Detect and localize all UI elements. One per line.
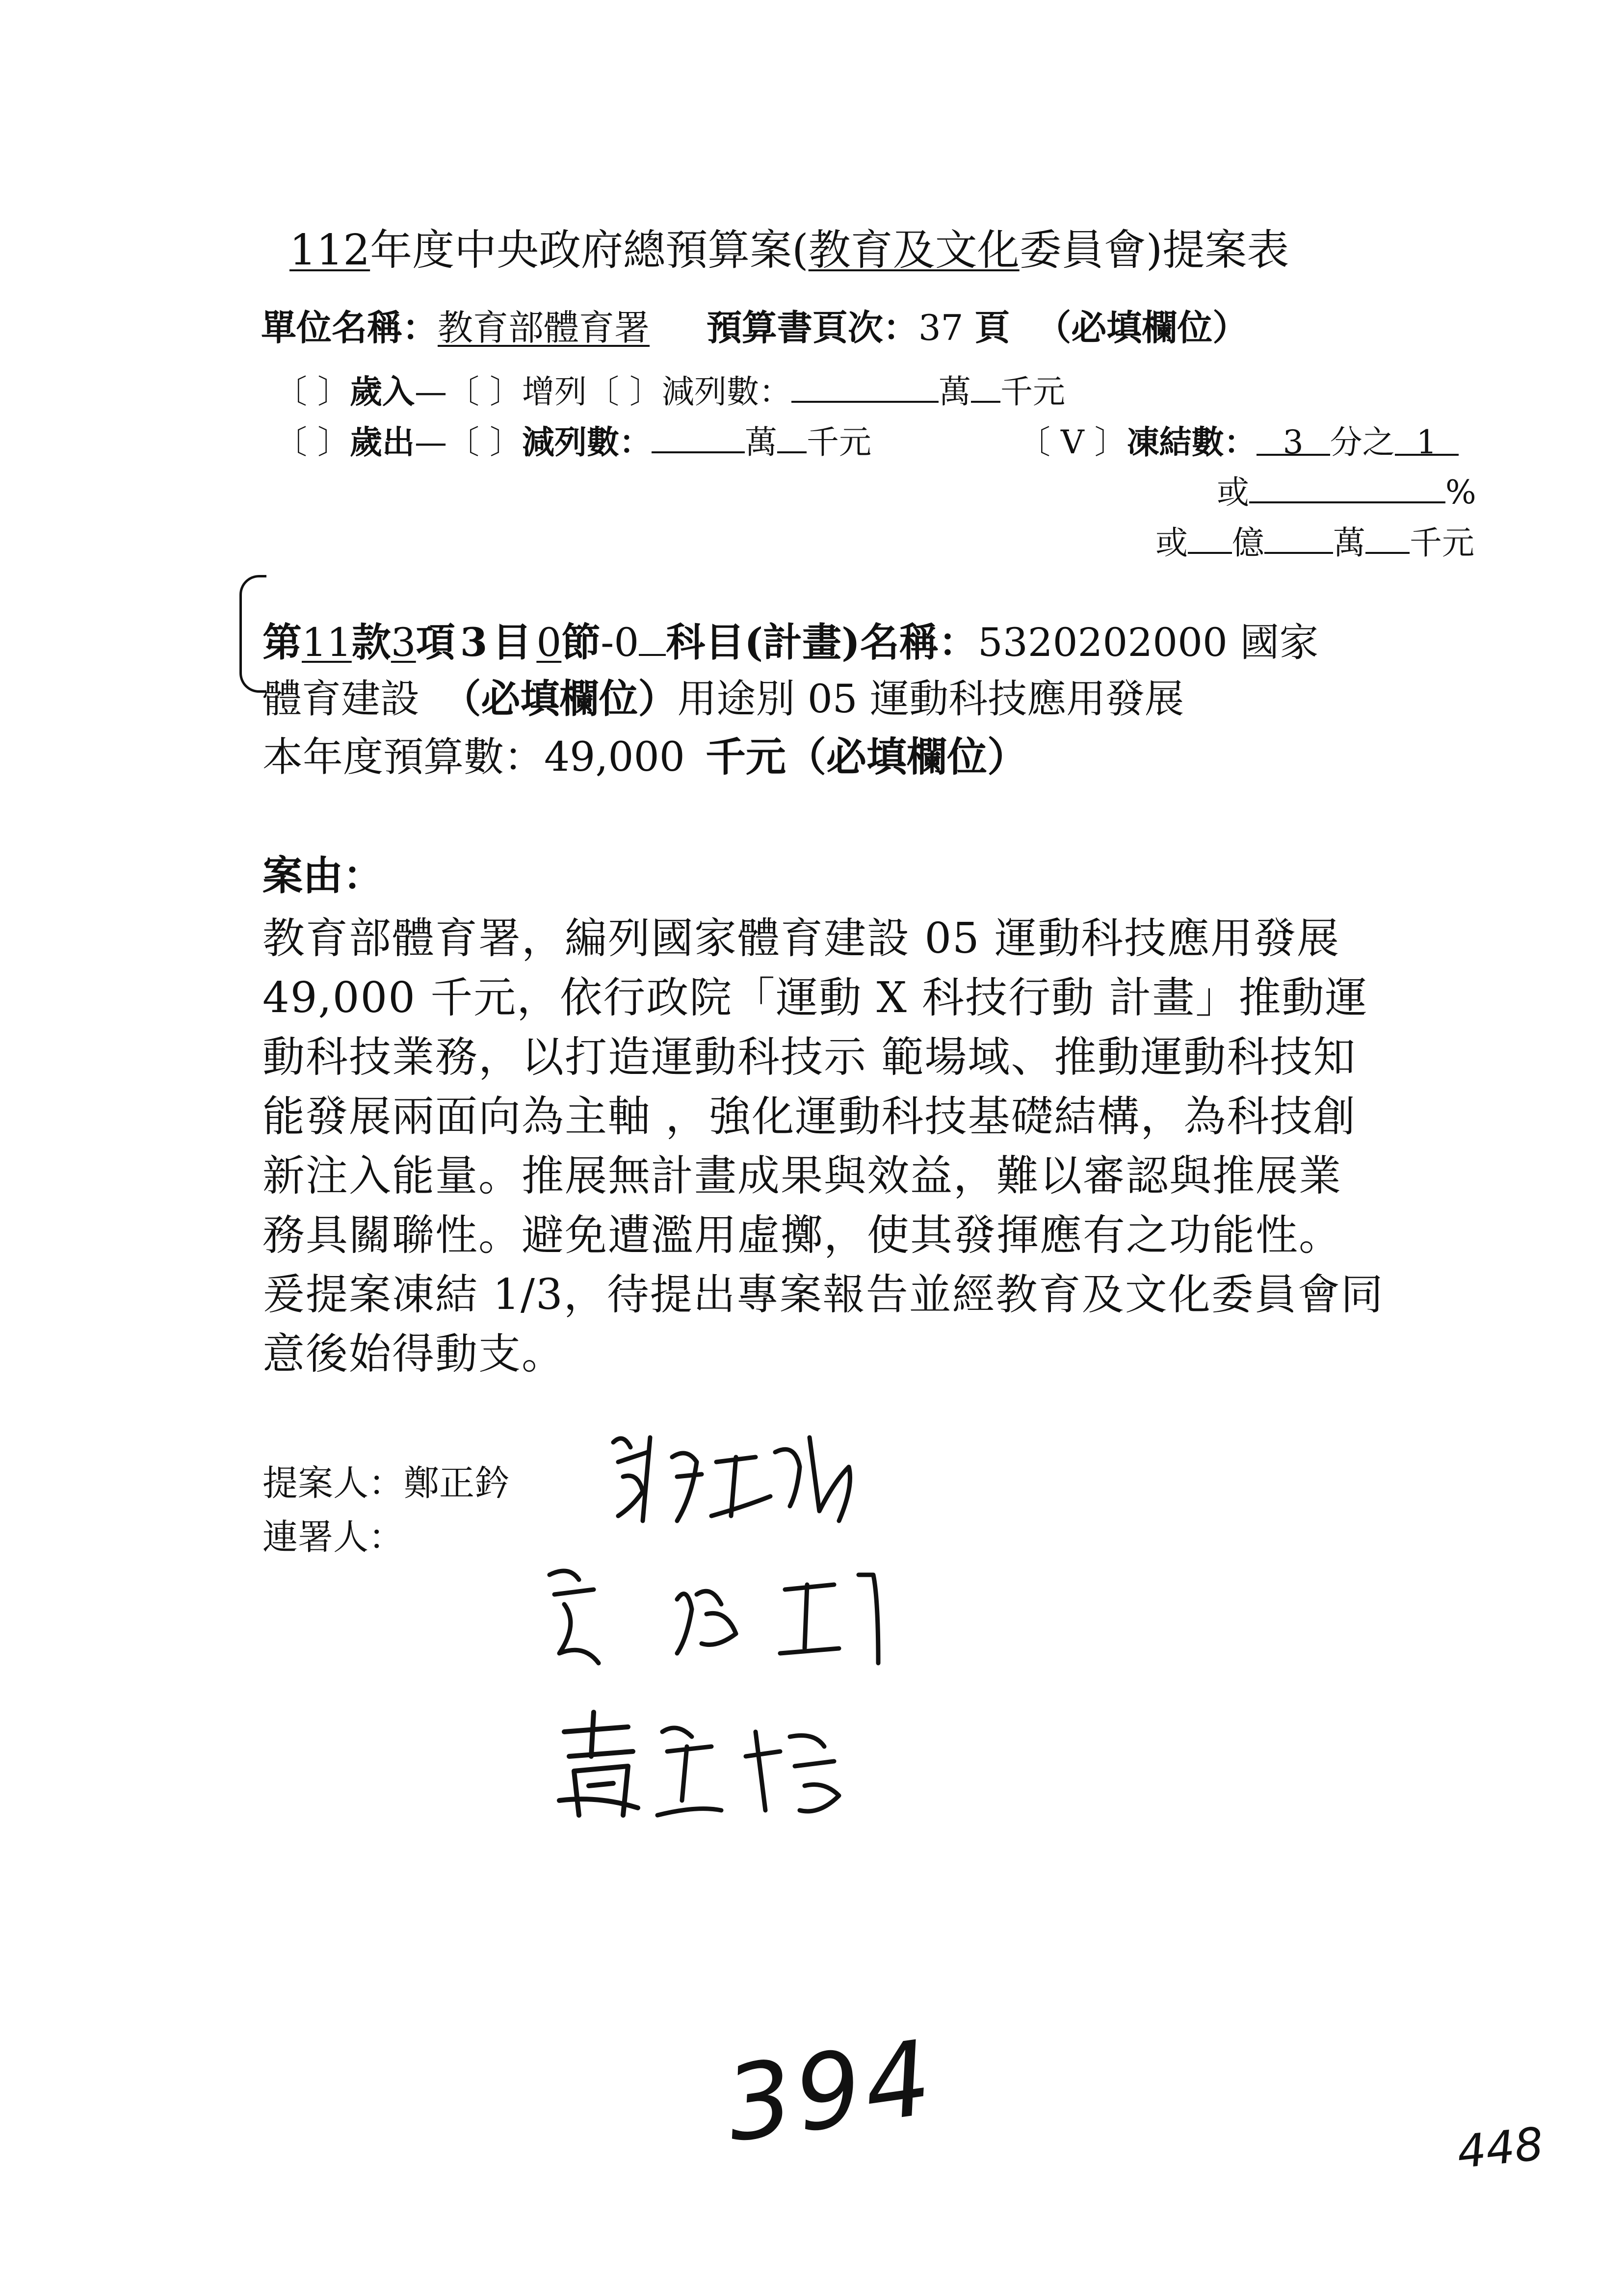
revenue-qian: 千元	[1000, 373, 1065, 411]
revenue-qian-blank	[971, 370, 1000, 403]
decrease-checkbox: 〔 〕	[586, 373, 662, 411]
di-label: 第	[262, 619, 302, 665]
mu-label: 目	[492, 619, 532, 665]
increase-label: 增列	[522, 373, 587, 411]
revenue-checkbox: 〔 〕	[275, 373, 350, 411]
xiang-label: 項	[416, 619, 455, 665]
freeze-field	[1018, 416, 1459, 463]
expense-decrease-checkbox: 〔 〕	[446, 423, 522, 461]
expense-wan: 萬	[744, 423, 777, 461]
title-prefix: 年度中央政府總預算案(	[370, 226, 809, 275]
unit-line	[261, 299, 1248, 350]
revenue-dash: —	[414, 373, 447, 411]
freeze-numerator: 1	[1395, 423, 1459, 456]
cosigner-signature-2	[550, 1702, 903, 1830]
jie-number: 0	[536, 620, 562, 665]
revenue-wan: 萬	[938, 373, 971, 411]
proposer-label: 提案人：	[262, 1462, 404, 1504]
expense-line	[275, 416, 871, 463]
reason-line-8: 意後始得動支。	[262, 1330, 565, 1379]
decrease-amount-label: 減列數：	[661, 373, 791, 411]
page-value: 37	[918, 307, 964, 348]
page-label: 預算書頁次：	[706, 307, 918, 348]
increase-checkbox: 〔 〕	[446, 373, 522, 411]
reason-line-5: 新注入能量。推展無計畫成果與效益，難以審認與推展業	[262, 1151, 1342, 1200]
title-suffix: )提案表	[1146, 226, 1289, 275]
expense-qian-blank	[777, 421, 807, 453]
percent-line	[1217, 466, 1476, 513]
yi-label: 億	[1232, 524, 1264, 562]
kuan-label: 款	[351, 619, 391, 665]
subject-label: 科目(計畫)名稱：	[666, 619, 978, 665]
unit-required: （必填欄位）	[1036, 307, 1248, 348]
jie-label: 節	[561, 619, 601, 665]
yi-blank	[1188, 522, 1232, 554]
wan-blank	[1264, 522, 1333, 554]
reason-line-6: 務具關聯性。避免遭濫用虛擲，使其發揮應有之功能性。	[262, 1211, 1342, 1260]
subject-value-1: 5320202000 國家	[977, 620, 1319, 665]
percent-blank	[1249, 471, 1445, 503]
expense-wan-blank	[652, 421, 745, 453]
subject-value-2: 體育建設	[262, 676, 419, 722]
reason-line-2: 49,000 千元，依行政院「運動 X 科技行動 計畫」推動運	[262, 973, 1368, 1022]
committee-name: 教育及文化	[808, 226, 1020, 275]
title-middle: 委員會	[1019, 226, 1146, 275]
revenue-label: 歲入	[349, 372, 415, 411]
expense-label: 歲出	[349, 423, 415, 461]
reason-heading: 案由：	[262, 852, 384, 899]
amount-line	[1155, 517, 1474, 563]
revenue-line	[275, 365, 1065, 412]
budget-item-line-1	[262, 611, 1318, 667]
revenue-wan-blank	[791, 370, 939, 403]
budget-value: 49,000	[544, 734, 685, 781]
reason-line-3: 動科技業務，以打造運動科技示 範場域、推動運動科技知	[262, 1033, 1357, 1082]
expense-decrease-label: 減列數：	[522, 423, 652, 461]
subject-required: （必填欄位）	[442, 676, 678, 722]
wan-label: 萬	[1333, 524, 1365, 562]
fiscal-year: 112	[289, 226, 370, 275]
freeze-checkbox-checked: 〔 V 〕	[1018, 423, 1127, 461]
mu-number: 3	[460, 619, 488, 665]
expense-checkbox: 〔 〕	[275, 423, 350, 461]
fraction-word: 分之	[1330, 423, 1395, 461]
reason-line-7: 爰提案凍結 1/3，待提出專案報告並經教育及文化委員會同	[262, 1270, 1384, 1319]
sub-blank	[639, 622, 666, 656]
expense-dash: —	[414, 423, 447, 461]
percent-sign: %	[1445, 473, 1476, 511]
kuan-number: 11	[302, 620, 352, 665]
handwritten-page-number: 394	[719, 2017, 942, 2166]
reason-line-1: 教育部體育署，編列國家體育建設 05 運動科技應用發展	[262, 914, 1340, 963]
qian-label: 千元	[1410, 524, 1474, 562]
unit-label: 單位名稱：	[261, 307, 438, 348]
budget-required: （必填欄位）	[786, 733, 1028, 781]
budget-unit: 千元	[706, 733, 786, 781]
reason-line-4: 能發展兩面向為主軸 ，強化運動科技基礎結構，為科技創	[262, 1092, 1357, 1141]
budget-amount-line	[262, 725, 1027, 783]
freeze-denominator: 3	[1257, 423, 1330, 456]
usage-text: 用途別 05 運動科技應用發展	[677, 676, 1184, 722]
sub-number: -0	[601, 620, 639, 665]
unit-value: 教育部體育署	[438, 307, 650, 348]
proposer-signature	[603, 1423, 859, 1536]
page-unit: 頁	[974, 307, 1010, 348]
cosigner-label: 連署人：	[262, 1516, 404, 1558]
budget-item-line-2	[262, 667, 1184, 724]
form-title	[289, 216, 1289, 277]
proposer-line	[262, 1455, 510, 1506]
proposer-name: 鄭正鈐	[404, 1462, 510, 1504]
or-label-2: 或	[1155, 524, 1188, 562]
cosigner-signature-1	[540, 1555, 913, 1683]
corner-page-number: 448	[1454, 2117, 1546, 2179]
xiang-number: 3	[391, 620, 416, 665]
freeze-label: 凍結數：	[1126, 423, 1257, 461]
budget-label: 本年度預算數：	[262, 734, 545, 781]
expense-qian: 千元	[806, 423, 871, 461]
or-label-1: 或	[1217, 473, 1249, 511]
qian-blank	[1365, 522, 1410, 554]
